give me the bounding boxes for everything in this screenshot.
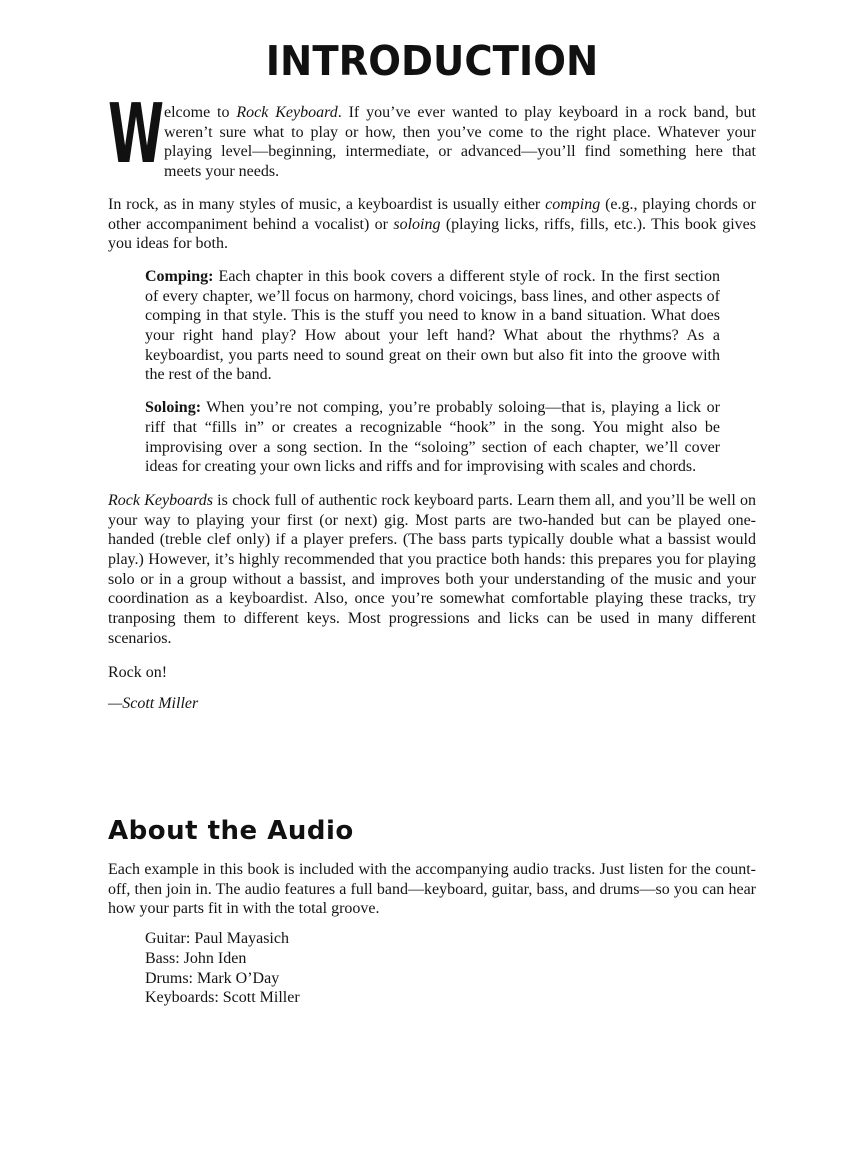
comping-paragraph: [145, 267, 720, 385]
text-run: When you’re not comping, you’re probably soloing—that is, playing a lick or riff that “fills in” or creates a recognizable “hook” in the song. You might also be improvising over a song section. In the “soloing” section of each chapter, we’ll cover ideas for creating your own licks and riffs and for improvising with scales and chords.: [145, 399, 720, 476]
drop-cap: [108, 87, 165, 182]
book-title-italic: Rock Keyboards: [108, 491, 213, 509]
credits-list: [145, 929, 756, 1008]
drop-cap-letter: W: [108, 87, 165, 182]
text-run: elcome to: [164, 104, 237, 121]
text-run: (playing licks, riffs, fills, etc.). This book gives you ideas for both.: [108, 215, 757, 253]
text-run: Each chapter in this book covers a different style of rock. In the first section of every chapter, we’ll focus on harmony, chord voicings, bass lines, and other aspects of comping in that style. This is the stuff you need to know in a band situation. What does your right hand play? How about your left hand? What about the rhythms? As a keyboardist, you parts need to sound great on their own but also fit into the groove with the rest of the band.: [145, 267, 720, 384]
soloing-term-italic: soloing: [393, 215, 441, 233]
comping-label: Comping:: [145, 267, 214, 285]
text-run: is chock full of authentic rock keyboard parts. Learn them all, and you’ll be well on your way to playing your first (or next) gig. Most parts are two-handed but can be played one-handed (treble clef only) if a player prefers. (The bass parts typically double what a bassist would play.) However, it’s highly recommended that you practice both hands: this prepares you for playing solo or in a group without a bassist, and improves both your understanding of the music and your coordination as a keyboardist. Also, once you’re somewhat comfortable playing these tracks, try tranposing them to different keys. Most progressions and licks can be used in many different scenarios.: [108, 491, 756, 647]
rock-keyboards-paragraph: [108, 491, 756, 649]
about-the-audio-section: [108, 816, 756, 1008]
intro-paragraph-comping-soloing: [108, 195, 756, 254]
text-run: (e.g., playing chords or other accompaniment behind a vocalist) or: [108, 195, 756, 233]
section-heading: About the Audio: [108, 815, 354, 846]
intro-paragraph-welcome: [108, 87, 757, 182]
book-title-italic: Rock Keyboard: [236, 104, 338, 121]
credit-line-bass: Bass: John Iden: [145, 949, 247, 967]
credit-line-keyboards: Keyboards: Scott Miller: [145, 989, 300, 1007]
introduction-section: [108, 87, 757, 714]
text-run: In rock, as in many styles of music, a keyboardist is usually either: [108, 195, 546, 213]
credit-line-drums: Drums: Mark O’Day: [145, 969, 280, 987]
page-title: INTRODUCTION: [265, 37, 599, 85]
soloing-paragraph: [145, 398, 720, 477]
credit-line-guitar: Guitar: Paul Mayasich: [145, 930, 289, 948]
about-audio-paragraph: Each example in this book is included with the accompanying audio tracks. Just listen for the count-off, then join in. The audio features a full band—keyboard, guitar, bass, and drums—so you can hear how your parts fit in with the total groove.: [108, 860, 756, 918]
comping-term-italic: comping: [545, 195, 601, 213]
text-run: . If you’ve ever wanted to play keyboard in a rock band, but weren’t sure what to play or how, then you’ve come to the right place. Whatever your playing level—beginning, intermediate, or advanced—you’ll find something here that meets your needs.: [164, 104, 757, 181]
author-signature: —Scott Miller: [108, 695, 199, 713]
soloing-label: Soloing:: [145, 399, 202, 417]
closing-line: Rock on!: [108, 663, 168, 681]
